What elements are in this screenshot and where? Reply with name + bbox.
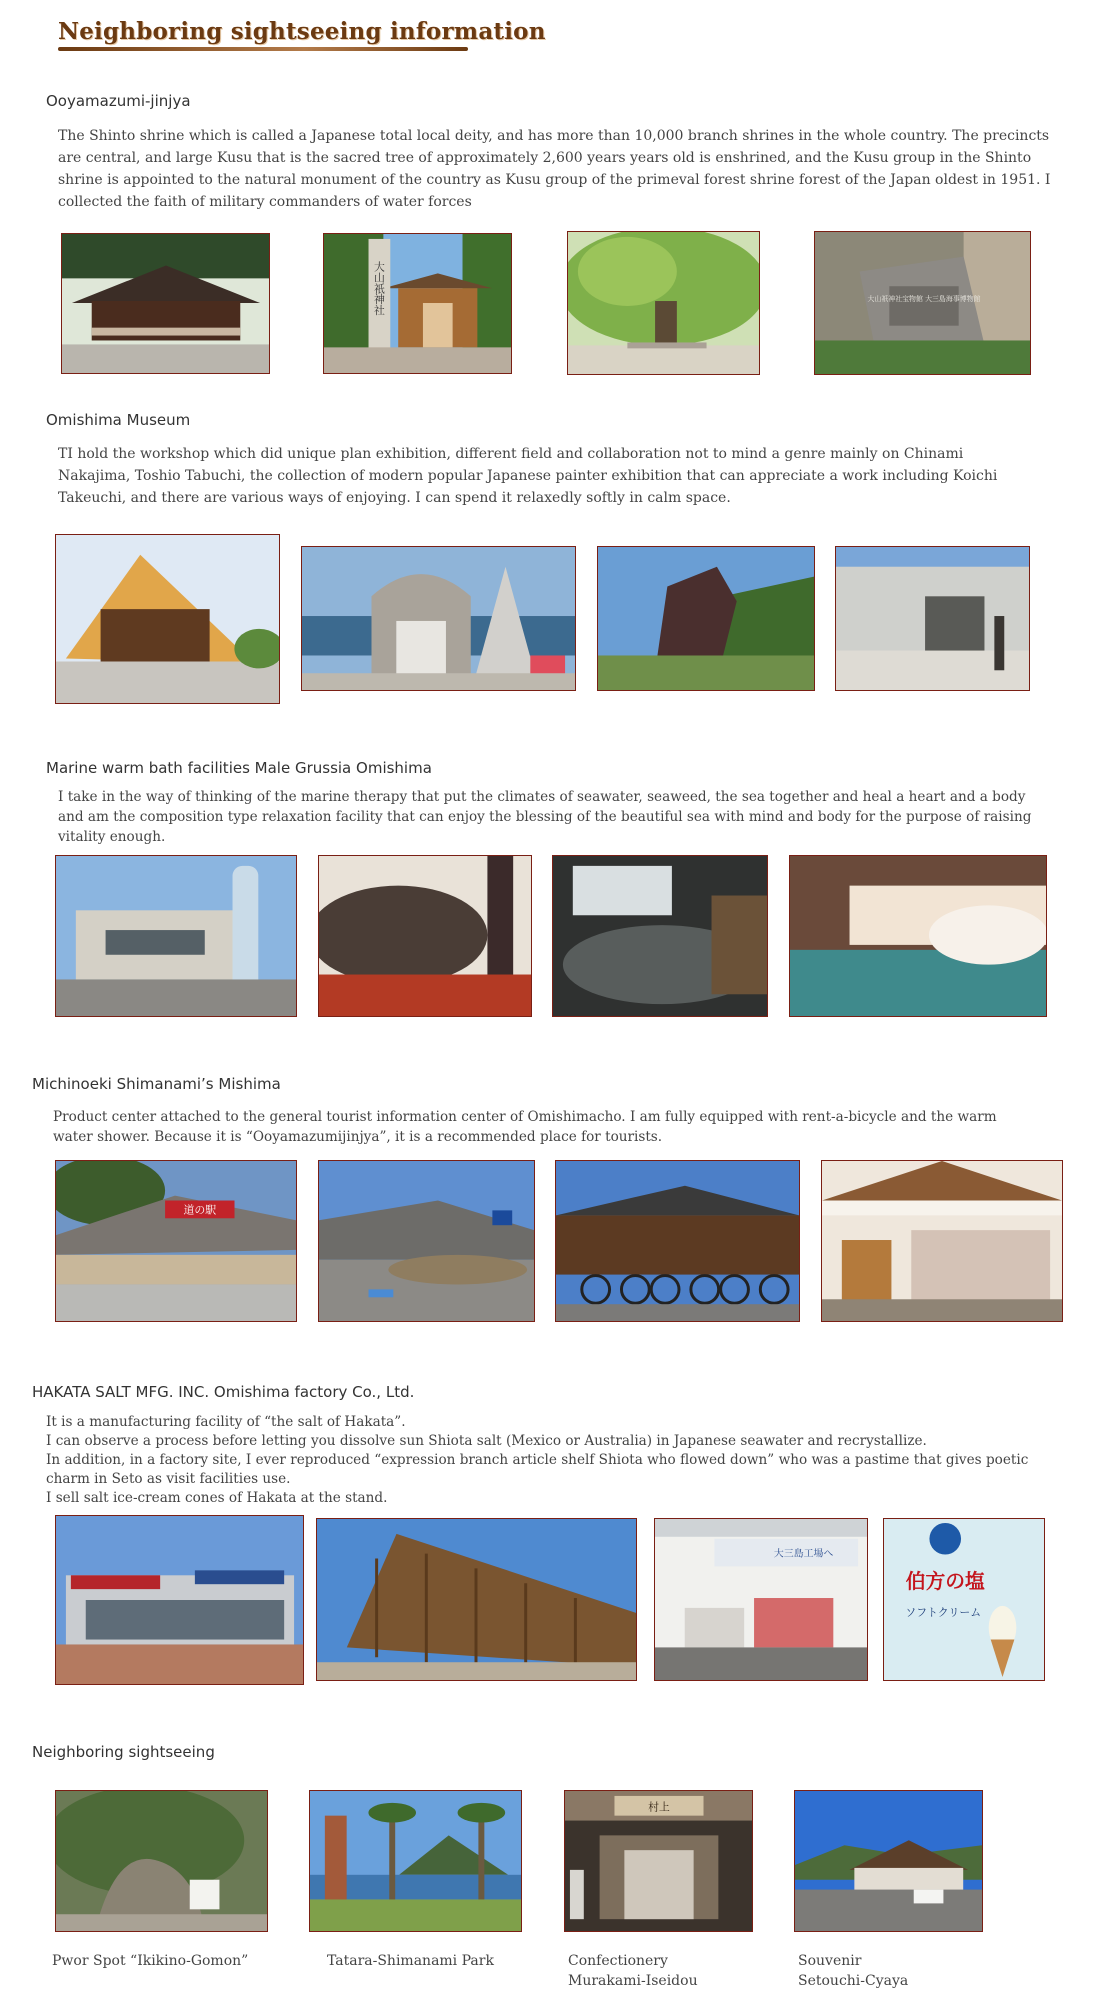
text-line: I sell salt ice-cream cones of Hakata at the stand. <box>46 1490 388 1506</box>
caption-line: Tatara-Shimanami Park <box>327 1953 494 1969</box>
photo-rental-bicycles <box>555 1160 800 1322</box>
photo-museum-entrance <box>835 546 1030 691</box>
photo-shrine-hall <box>61 233 270 374</box>
caption-line: Setouchi-Cyaya <box>798 1973 909 1989</box>
page-title: Neighboring sightseeing information <box>58 18 546 45</box>
photo-salt-ice-cream <box>883 1518 1045 1681</box>
section-text-museum: TI hold the workshop which did unique plan exhibition, different field and collaboration not to mind a genre mainly on Chinami Nakajima, Toshio Tabuchi, the collection of modern popular Japanese painter exhibition that can appreciate a work including Koichi Takeuchi, and there are various ways of enjoying. I can spend it relaxedly softly in calm space. <box>58 446 998 506</box>
photo-salt-shop <box>654 1518 868 1681</box>
soft-cream-text: ソフトクリーム <box>905 1605 982 1619</box>
photo-setouchi-cyaya <box>794 1790 983 1932</box>
photo-bath-outdoor <box>552 855 768 1017</box>
photo-bath-building <box>55 855 297 1017</box>
section-text-michinoeki: Product center attached to the general tourist information center of Omishimacho. I am fully equipped with rent-a-bicycle and the warm water shower. Because it is “Ooyamazumijinjya”, it is a recommended place for tourists. <box>53 1109 997 1145</box>
photo-tatara-park <box>309 1790 522 1932</box>
photo-treasure-stone <box>814 231 1031 375</box>
text-line: I can observe a process before letting you dissolve sun Shiota salt (Mexico or Australia) in Japanese seawater and recrystallize. <box>46 1433 927 1449</box>
section-text-hakata-salt <box>46 1413 1046 1508</box>
caption-line: Confectionery <box>568 1953 668 1969</box>
photo-museum-building <box>55 534 280 704</box>
section-title-hakata-salt: HAKATA SALT MFG. INC. Omishima factory Co., Ltd. <box>32 1383 415 1401</box>
photo-ikikino-gomon <box>55 1790 268 1932</box>
caption-line: Murakami-Iseidou <box>568 1973 698 1989</box>
page-header <box>58 18 546 51</box>
title-underline <box>58 47 468 51</box>
station-banner-text: 道の駅 <box>183 1203 217 1217</box>
photo-museum-arch <box>301 546 576 691</box>
section-text-ooyamazumi: The Shinto shrine which is called a Japanese total local deity, and has more than 10,000 branch shrines in the whole country. The precincts are central, and large Kusu that is the sacred tree of approximately 2,600 years years old is enshrined, and the Kusu group in the Shinto shrine is appointed to the natural monument of the country as Kusu group of the primeval forest shrine forest of the Japan oldest in 1951. I collected the faith of military commanders of water forces <box>58 128 1051 210</box>
photo-sacred-tree <box>567 231 760 375</box>
section-title-ooyamazumi: Ooyamazumi-jinjya <box>46 92 191 110</box>
photo-murakami-iseidou <box>564 1790 753 1932</box>
section-title-michinoeki: Michinoeki Shimanami’s Mishima <box>32 1075 281 1093</box>
photo-station-parking <box>318 1160 535 1322</box>
section-title-marine-bath: Marine warm bath facilities Male Grussia Omishima <box>46 759 432 777</box>
salt-logo-text: 伯方の塩 <box>905 1569 985 1594</box>
photo-shrine-gate <box>323 233 512 374</box>
caption-setouchi-cyaya <box>798 1951 908 1991</box>
section-title-neighboring: Neighboring sightseeing <box>32 1743 215 1761</box>
photo-salt-factory <box>55 1515 304 1685</box>
caption-tatara-park <box>327 1951 494 1971</box>
caption-line: Souvenir <box>798 1953 862 1969</box>
shop-board-text: 村上 <box>648 1800 670 1814</box>
photo-museum-sculpture <box>597 546 815 691</box>
salt-sign-text: 大三島工場へ <box>773 1548 834 1560</box>
caption-murakami-iseidou <box>568 1951 698 1991</box>
photo-station-shop <box>821 1160 1063 1322</box>
caption-line: Pwor Spot “Ikikino-Gomon” <box>52 1953 249 1969</box>
stone-sign-text: 大山祇神社宝物館 大三島海事博物館 <box>867 295 981 304</box>
section-title-museum: Omishima Museum <box>46 411 191 429</box>
section-text-marine-bath: I take in the way of thinking of the marine therapy that put the climates of seawater, seaweed, the sea together and heal a heart and a body and am the composition type relaxation facility that can enjoy the blessing of the beautiful sea with mind and body for the purpose of raising vitality enough. <box>58 789 1032 845</box>
stele-text: 大山祇神社 <box>372 261 386 316</box>
photo-bath-indoor <box>789 855 1047 1017</box>
photo-bath-rock-pool <box>318 855 532 1017</box>
text-line: It is a manufacturing facility of “the salt of Hakata”. <box>46 1414 406 1430</box>
photo-roadside-station <box>55 1160 297 1322</box>
text-line: In addition, in a factory site, I ever reproduced “expression branch article shelf Shiota who flowed down” who was a pastime that gives poetic charm in Seto as visit facilities use. <box>46 1452 1029 1487</box>
caption-ikikino-gomon <box>52 1951 248 1971</box>
photo-salt-branch-shelf <box>316 1518 637 1681</box>
